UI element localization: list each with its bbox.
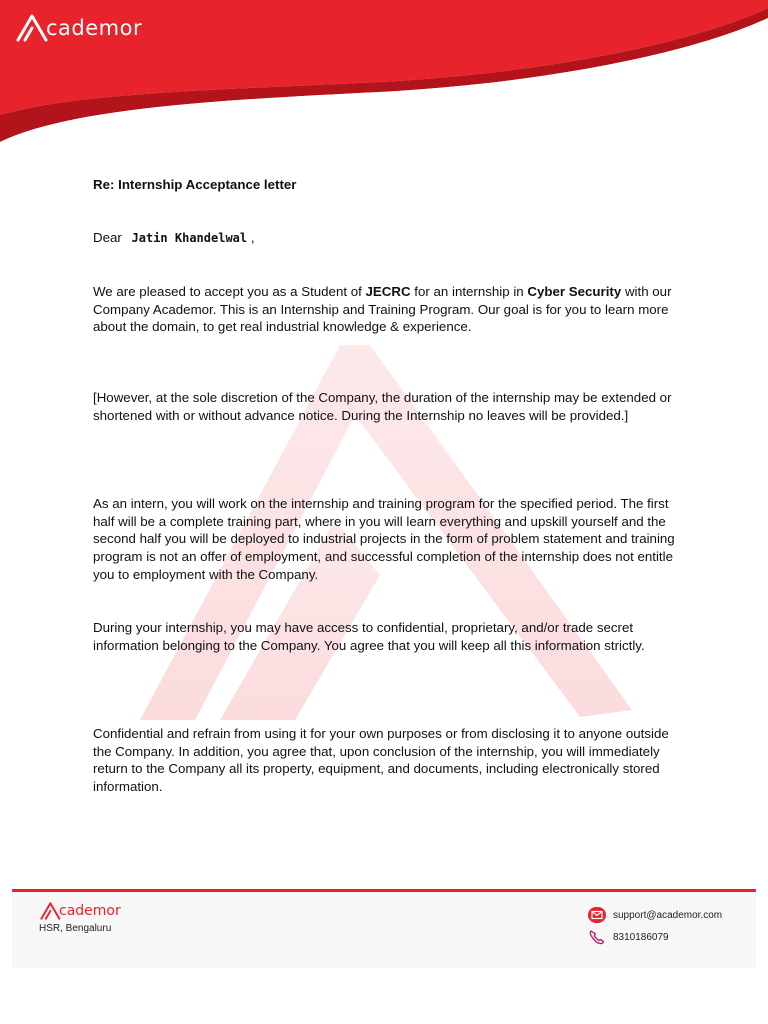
paragraph-acceptance: [93, 283, 683, 336]
salutation-comma: ,: [250, 230, 255, 245]
paragraph-duration: [However, at the sole discretion of the Company, the duration of the internship may be extended or shortened with or without advance notice. During the Internship no leaves will be provided.]: [93, 390, 672, 423]
header-logo: [16, 14, 142, 42]
p1-text-c: with our Company Academor. This is an Internship and Training Program. Our goal is for you to learn more about the domain, to get real industrial knowledge & experience.: [93, 284, 672, 335]
recipient-name: Jatin Khandelwal: [131, 231, 248, 245]
footer-address: HSR, Bengaluru: [39, 923, 112, 934]
letter-greeting: [93, 229, 255, 248]
academor-a-logo-icon: [16, 14, 50, 42]
letter-subject: Re: Internship Acceptance letter: [93, 177, 297, 192]
footer-logo: [40, 902, 121, 920]
college-name: JECRC: [365, 284, 411, 299]
salutation: Dear: [93, 230, 122, 245]
footer-email[interactable]: [587, 906, 722, 924]
phone-number[interactable]: 8310186079: [613, 931, 669, 943]
email-address[interactable]: support@academor.com: [613, 909, 723, 921]
footer-logo-text: cademor: [59, 903, 121, 919]
paragraph-confidential-access: During your internship, you may have access to confidential, proprietary, and/or trade secret information belonging to the Company. You agree that you will keep all this information strictly.: [93, 620, 645, 653]
p1-text-a: We are pleased to accept you as a Student of: [93, 284, 366, 299]
header-logo-text: cademor: [46, 16, 143, 40]
paragraph-program: As an intern, you will work on the internship and training program for the specified period. The first half will be a complete training part, where in you will learn everything and upskill yourself and the second half you will be deployed to industrial projects in the form of problem statement and training program is not an offer of employment, and successful completion of the internship does not entitle you to employment with the Company.: [93, 496, 675, 582]
email-icon: [587, 906, 607, 924]
p1-text-b: for an internship in: [410, 284, 528, 299]
paragraph-confidentiality: Confidential and refrain from using it for your own purposes or from disclosing it to anyone outside the Company. In addition, you agree that, upon conclusion of the internship, you will immediately return to the Company all its property, equipment, and documents, including electronically stored information.: [93, 726, 669, 795]
footer-phone[interactable]: [587, 928, 669, 946]
internship-domain: Cyber Security: [527, 284, 622, 299]
phone-icon: [587, 928, 607, 946]
